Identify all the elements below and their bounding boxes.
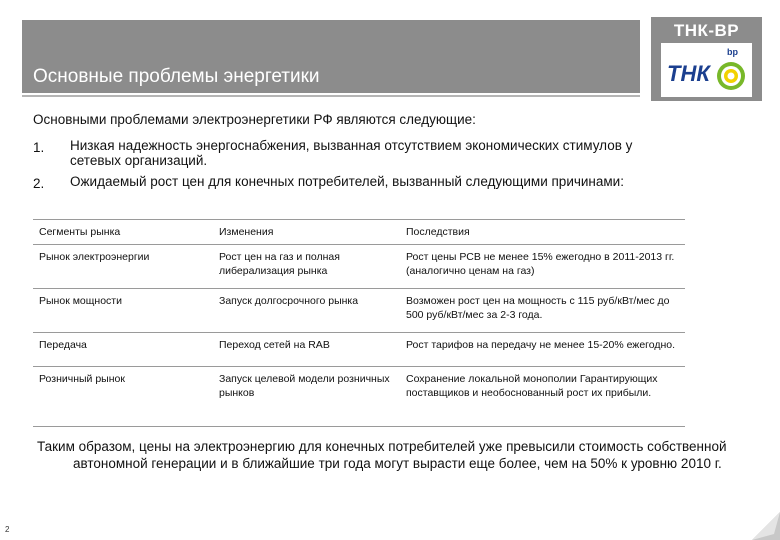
table-cell: Возможен рост цен на мощность с 115 руб/кВт/мес до 500 руб/кВт/мес за 2-3 года. bbox=[400, 289, 685, 333]
table-cell: Рост тарифов на передачу не менее 15-20% ежегодно. bbox=[400, 333, 685, 367]
tnk-mark-text: ТНК bbox=[667, 61, 710, 86]
table-cell: Розничный рынок bbox=[33, 367, 213, 427]
intro-text: Основными проблемами электроэнергетики РФ являются следующие: bbox=[33, 112, 476, 127]
list-item-text: Ожидаемый рост цен для конечных потребителей, вызванный следующими причинами: bbox=[70, 174, 624, 189]
table-header-cell: Сегменты рынка bbox=[33, 220, 213, 245]
list-item-number: 1. bbox=[33, 140, 45, 155]
table-cell: Переход сетей на RAB bbox=[213, 333, 400, 367]
logo-panel bbox=[661, 43, 752, 97]
table-cell: Передача bbox=[33, 333, 213, 367]
table-cell: Сохранение локальной монополии Гарантирующих поставщиков и необоснованный рост их прибыли. bbox=[400, 367, 685, 427]
list-item-number: 2. bbox=[33, 176, 45, 191]
header-divider bbox=[22, 95, 640, 97]
logo-brand-text: ТНК-ВР bbox=[673, 21, 740, 40]
market-segments-table bbox=[33, 219, 685, 427]
table-row bbox=[33, 289, 685, 333]
table-row bbox=[33, 333, 685, 367]
bp-mark-text: bp bbox=[727, 47, 738, 57]
table-cell: Рынок электроэнергии bbox=[33, 245, 213, 289]
table-header-cell: Изменения bbox=[213, 220, 400, 245]
company-logo bbox=[651, 17, 762, 101]
page-number: 2 bbox=[5, 525, 10, 534]
table-cell: Рост цен на газ и полная либерализация рынка bbox=[213, 245, 400, 289]
tnk-bp-emblem-icon bbox=[661, 43, 752, 97]
table-cell: Рынок мощности bbox=[33, 289, 213, 333]
page-title: Основные проблемы энергетики bbox=[33, 66, 320, 87]
table-row bbox=[33, 367, 685, 427]
table-row bbox=[33, 245, 685, 289]
list-item-text: Низкая надежность энергоснабжения, вызванная отсутствием экономических стимулов у сетевых организаций. bbox=[70, 138, 633, 168]
conclusion-text: Таким образом, цены на электроэнергию для конечных потребителей уже превысили стоимость собственной автономной генерации и в ближайшие три года могут вырасти еще более, чем на 50% к уровню 2010 г. bbox=[37, 439, 727, 471]
table-header-cell: Последствия bbox=[400, 220, 685, 245]
table-header-row bbox=[33, 220, 685, 245]
page-corner-fold-icon bbox=[752, 512, 780, 540]
table-cell: Запуск целевой модели розничных рынков bbox=[213, 367, 400, 427]
table-cell: Запуск долгосрочного рынка bbox=[213, 289, 400, 333]
table-cell: Рост цены РСВ не менее 15% ежегодно в 2011-2013 гг. (аналогично ценам на газ) bbox=[400, 245, 685, 289]
bp-helios-icon bbox=[717, 62, 745, 90]
